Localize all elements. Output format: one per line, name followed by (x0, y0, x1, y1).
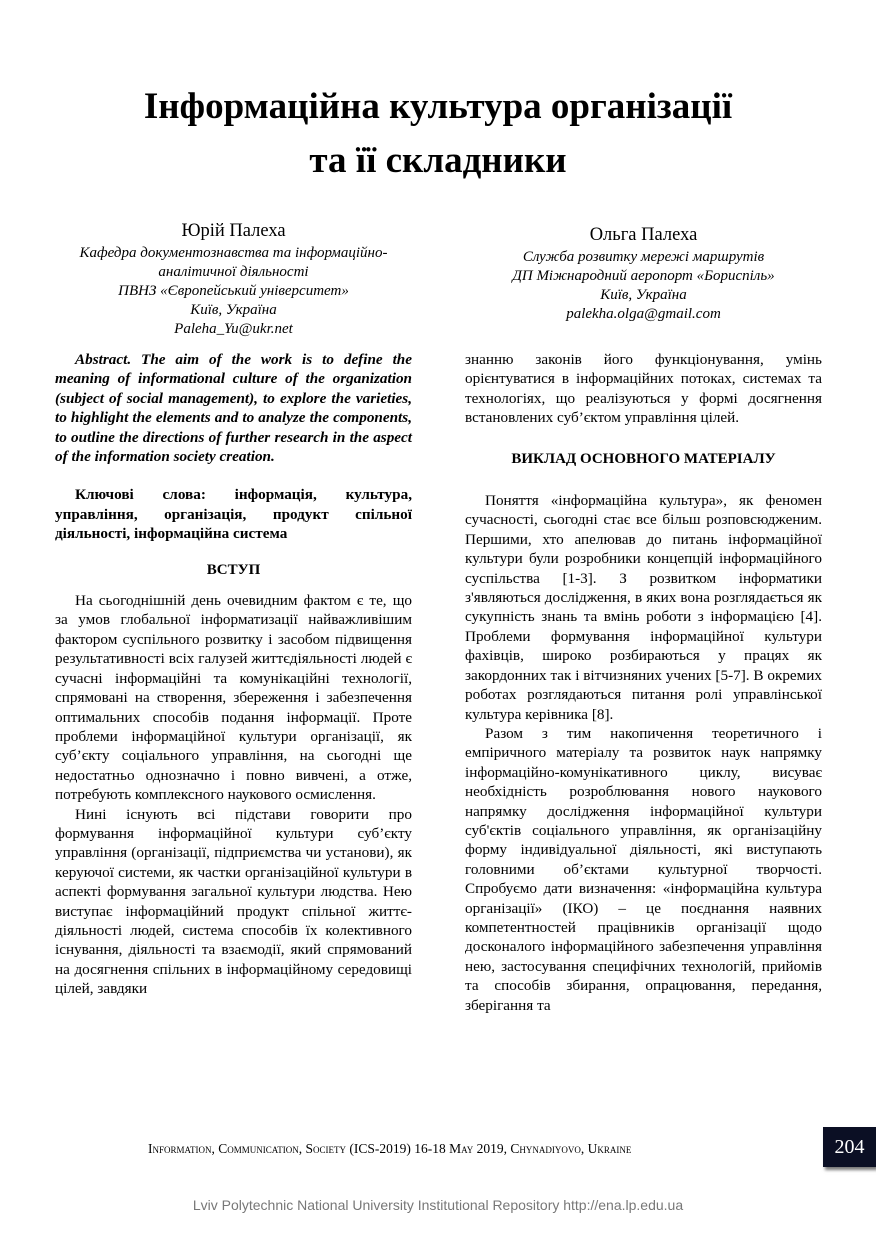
author-email: palekha.olga@gmail.com (566, 306, 721, 322)
abstract: Abstract. The aim of the work is to define the meaning of informational culture of the organization (subject of social management), to explore the varieties, to highlight the elements and to analyze the components, to outline the directions of further research in the aspect of the information society creation. (55, 351, 412, 466)
title-line-2: та її складники (309, 140, 567, 181)
author-name: Юрій Палеха (181, 221, 286, 241)
affiliation-line: ПВНЗ «Європейський університет» (118, 283, 349, 299)
page-footer: Information, Communication, Society (ICS-2019) 16-18 May 2019, Chynadiyovo, Ukraine (148, 1141, 632, 1156)
author-email: Paleha_Yu@ukr.net (174, 321, 293, 337)
author-2 (465, 222, 822, 324)
affiliation-line: Служба розвитку мережі маршрутів (522, 249, 765, 265)
paper-title (0, 80, 876, 188)
paragraph: На сьогоднішній день очевидним фактом є те, що за умов глобальної інформатизації найважливішим фактором суспільного розвитку і засобом підвищення результативності всіх галузей життєдіяльності людей є сучасні інформаційні та комунікаційні технології, спрямовані на створення, збереження і забезпечення оптимальних способів подання інформації. Проте проблеми інформаційної культури організації, як суб’єкту соціального управління, на сьогодні ще недостатньо однозначно і повно вивчені, а отже, потребують комплексного наукового осмислення. (55, 592, 412, 804)
paragraph: знанню законів його функціонування, умінь орієнтуватися в інформаційних потоках, системах та технологіях, що реалізуються у формі досягнення встановлених суб’єктом управління цілей. (465, 351, 822, 427)
paragraph: Разом з тим накопичення теоретичного і емпіричного матеріалу та розвиток наук напрямку інформаційно-комунікативного циклу, висуває необхідність розроблювання нового наукового напрямку дослідження інформаційної культури суб'єктів соціального управління, як організаційну форму індивідуальної діяльності, які виступають головними об’єктами культурної творчості. Спробуємо дати визначення: «інформаційна культура організації» (ІКО) – це поєднання наявних компетентностей працівників організації щодо досконалого інформаційного забезпечення управління нею, застосування специфічних технологій, прийомів та способів збирання, опрацювання, передання, зберігання та (465, 724, 822, 1014)
author-1 (55, 218, 412, 339)
paragraph: Поняття «інформаційна культура», як феномен сучасності, сьогодні стає все більш розповсюдженим. Першими, хто апелював до питань інформаційної культури були розробники концепцій інформаційного суспільства [1-3]. З розвитком інформатики з'являються дослідження, в яких вона розглядається як сукупність знань та вмінь роботи з інформацією [4]. Проблеми формування інформаційної культури фахівців, широко розбираються у працях як закордонних так і вітчизняних учених [5-7]. В окремих роботах розглядаються питання ролі управлінської культура керівника [8]. (465, 492, 822, 723)
affiliation-line: Київ, Україна (600, 287, 687, 303)
affiliation-line: ДП Міжнародний аеропорт «Бориспіль» (512, 268, 775, 284)
affiliation-line: Київ, Україна (190, 302, 277, 318)
left-column (55, 350, 412, 999)
repository-watermark: Lviv Polytechnic National University Institutional Repository http://ena.lp.edu.ua (192, 1197, 684, 1213)
section-heading: ВСТУП (206, 561, 261, 578)
keywords: Ключові слова: інформація, культура, управління, організація, продукт спільної діяльності, інформаційна система (55, 486, 412, 543)
page-number: 204 (823, 1127, 876, 1167)
author-name: Ольга Палеха (589, 225, 698, 245)
affiliation-line: аналітичної діяльності (158, 264, 309, 280)
paragraph: Нині існують всі підстави говорити про формування інформаційної культури суб’єкту управління (організації, підприємства чи установи), як керуючої системи, як частки організаційної культури в аспекті формування загальної культури людства. Нею виступає інформаційний продукт спільної життє-діяльності людей, система способів їх колективного існування, діяльності та взаємодії, який спрямований на досягнення спільних в інформаційному середовищі цілей, завдяки (55, 805, 412, 998)
title-line-1: Інформаційна культура організації (143, 86, 733, 127)
affiliation-line: Кафедра документознавства та інформаційно- (79, 245, 388, 261)
right-column (465, 350, 822, 1015)
section-heading: ВИКЛАД ОСНОВНОГО МАТЕРІАЛУ (511, 450, 776, 467)
